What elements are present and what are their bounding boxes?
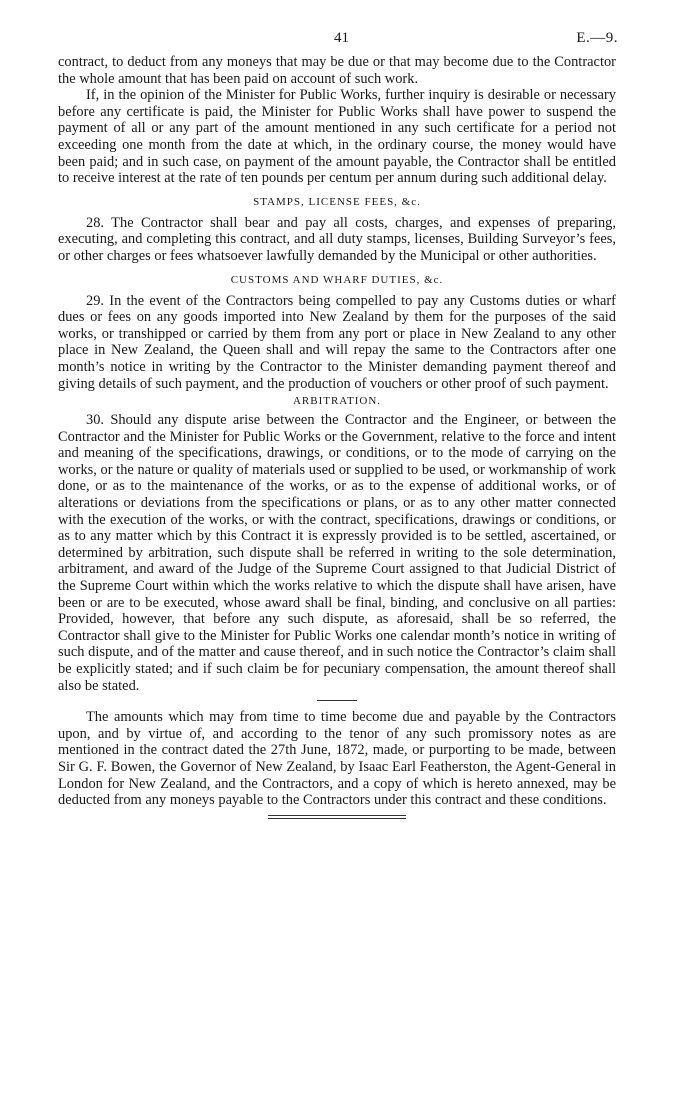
paragraph-30: 30. Should any dispute arise between the Contractor and the Engineer, or between the Contractor and the Minister for Public Works or the Government, relative to the force and intent and meaning of the specifications, drawings, or conditions, or to the mode of carrying on the works, or the nature or quality of materials used or supplied to be used, or workmanship of work done, or as to the maintenance of the works, or as to the expense of additional works, or of alterations or deviations from the specifications or plans, or as to any other matter connected with the execution of the works, or with the contract, specifications, drawings or conditions, or as to any matter which by this Contract it is expressly provided is to be settled, ascertained, or determined by arbitration, such dispute shall be referred in writing to the sole determination, arbitrament, and award of the Judge of the Supreme Court assigned to that Judicial District of the Supreme Court within which the works relative to which the dispute shall have arisen, have been or are to be executed, whose award shall be final, binding, and conclusive on all parties: Provided, however, that before any such dispute, as aforesaid, shall be so referred, the Contractor shall give to the Minister for Public Works one calendar month’s notice in writing of such dispute, and of the matter and cause thereof, and in such notice the Contractor’s claim shall be explicitly stated; and if such claim be for pecuniary compensation, the amount thereof shall also be stated. — [58, 412, 616, 694]
section-heading-arbitration: ARBITRATION. — [292, 395, 382, 408]
section-heading-customs: CUSTOMS AND WHARF DUTIES, &c. — [230, 273, 444, 286]
paragraph-28: 28. The Contractor shall bear and pay all costs, charges, and expenses of preparing, executing, and completing this contract, and all duty stamps, licenses, Building Surveyor’s fees, or other charges or fees whatsoever lawfully demanded by the Municipal or other authorities. — [58, 214, 616, 264]
section-divider — [317, 700, 357, 701]
page-header — [58, 30, 616, 54]
paragraph-29: 29. In the event of the Contractors being compelled to pay any Customs duties or wharf dues or fees on any goods imported into New Zealand by them for the purposes of the said works, or transhipped or carried by them from any port or place in New Zealand to any other place in New Zealand, the Queen shall and will repay the same to the Contractors after one month’s notice in writing by the Contractor to the Minister demanding payment thereof and giving details of such payment, and the production of vouchers or other proof of such payment. — [58, 292, 616, 392]
page-number: 41 — [334, 30, 349, 46]
paragraph-inquiry: If, in the opinion of the Minister for Public Works, further inquiry is desirable or necessary before any certificate is paid, the Minister for Public Works shall have power to suspend the payment of all or any part of the amount mentioned in any such certificate for a period not exceeding one month from the date at which, in the ordinary course, the money would have been paid; and in such case, on payment of the amount payable, the Contractor shall be entitled to receive interest at the rate of ten pounds per centum per annum during such additional delay. — [58, 87, 616, 187]
end-rule — [268, 815, 406, 819]
paragraph-amounts: The amounts which may from time to time become due and payable by the Contractors upon, and by virtue of, and according to the tenor of any such promissory notes as are mentioned in the contract dated the 27th June, 1872, made, or purporting to be made, between Sir G. F. Bowen, the Governor of New Zealand, by Isaac Earl Featherston, the Agent-General in London for New Zealand, and the Contractors, and a copy of which is hereto annexed, may be deducted from any moneys payable to the Contractors under this contract and these conditions. — [58, 709, 616, 809]
document-page — [58, 30, 616, 819]
document-reference: E.—9. — [576, 30, 618, 46]
paragraph-continuation: contract, to deduct from any moneys that may be due or that may become due to the Contractor the whole amount that has been paid on account of such work. — [58, 54, 616, 87]
section-heading-stamps: STAMPS, LICENSE FEES, &c. — [253, 195, 421, 208]
